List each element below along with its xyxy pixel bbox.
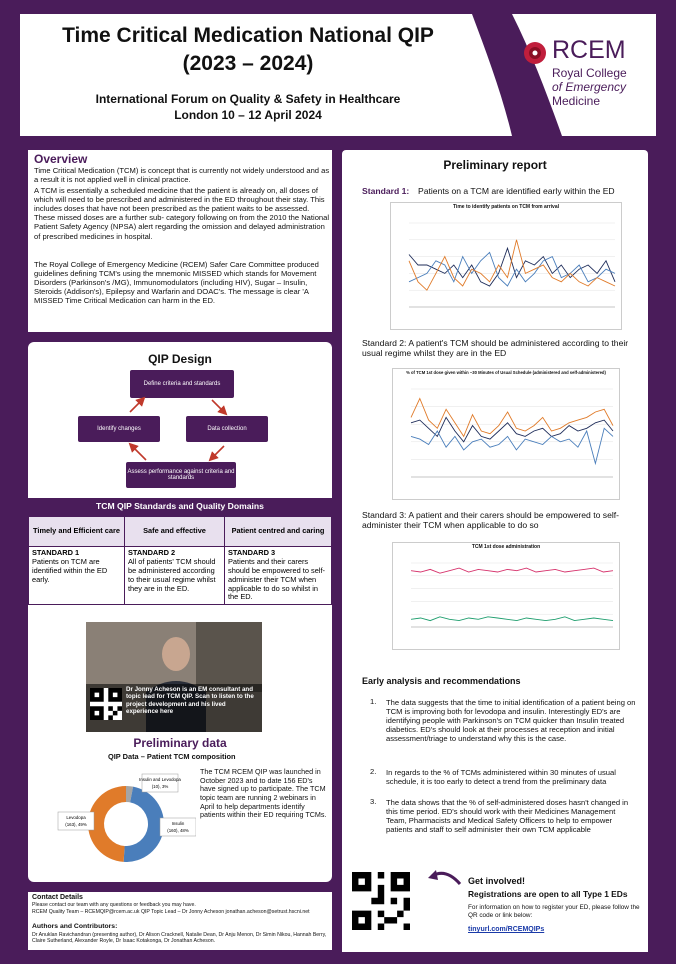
standard-3-label: STANDARD 3: [228, 548, 276, 557]
chart-standard-2: [392, 368, 620, 500]
series-line-0: [409, 248, 615, 286]
prelim-data-heading: Preliminary data: [133, 736, 227, 750]
standard-3-text: Patients and their carers should be empowered to self-administer their TCM when applicable to do so whilst in the ED.: [228, 556, 325, 602]
analysis-num-2: 2.: [370, 767, 377, 776]
prelim-report-heading: Preliminary report: [443, 158, 547, 172]
standard-2-text: All of patients' TCM should be administered according to their usual regime whilst they are in the ED.: [128, 556, 216, 593]
logo-abbr: RCEM: [552, 36, 626, 64]
swoosh-graphic: [472, 14, 562, 136]
subtitle-line1: International Forum on Quality & Safety in Healthcare: [95, 92, 401, 106]
series-line-1: [411, 428, 613, 463]
col-safe: Safe and effective: [125, 517, 225, 547]
logo-line3: Medicine: [552, 94, 601, 108]
video-thumbnail[interactable]: [86, 622, 262, 732]
standard-1-text: Patients on TCM are identified within the ED early.: [32, 556, 108, 584]
analysis-num-3: 3.: [370, 797, 377, 806]
qip-design-heading: QIP Design: [148, 352, 212, 366]
title-line2: (2023 – 2024): [182, 52, 314, 75]
cycle-step-identify: Identify changes: [78, 416, 160, 442]
header-panel: [20, 14, 656, 136]
col-patient: Patient centred and caring: [225, 517, 332, 547]
logo-line2: of Emergency: [552, 80, 627, 94]
cycle-step-data: Data collection: [186, 416, 268, 442]
overview-p3: The Royal College of Emergency Medicine (RCEM) Safer Care Committee produced guidelines defining TCM's using the mnemonic MISSED which stands for Movement Disorders (Parkinson's /MG), Immunomodulators (including HIV), Sugar – Insulin, Steroids (Addison's), Epilepsy and Warfarin and DOAC's. The message is clear 'A MISSED Time Critical Medication can harm in the ED.: [34, 260, 319, 306]
standards-title: TCM QIP Standards and Quality Domains: [96, 501, 264, 511]
pie-label-1: Insulin: [171, 821, 185, 826]
analysis-num-1: 1.: [370, 697, 377, 706]
qip-design-panel: [28, 342, 332, 630]
cta-subheading: Registrations are open to all Type 1 EDs: [468, 889, 628, 899]
pie-label-value-2: (163), 49%: [65, 822, 87, 827]
series-line-0: [411, 568, 613, 573]
cta-text: For information on how to register your ED, please follow the QR code or link below:: [468, 904, 640, 919]
authors-heading: Authors and Contributors:: [32, 923, 118, 930]
contact-line1: Please contact our team with any questions or feedback you may have.: [32, 902, 196, 908]
series-line-2: [411, 399, 613, 437]
contact-line2: RCEM Quality Team – RCEMQIP@rcem.ac.uk QIP Topic Lead – Dr Jonny Acheson jonathan.acheson@setrust.hscni.net: [32, 909, 310, 915]
chart2-plot: [393, 381, 619, 499]
curved-arrow-icon: [426, 866, 462, 886]
title-line1: Time Critical Medication National QIP: [62, 24, 434, 47]
video-qr-code-icon[interactable]: [90, 688, 122, 720]
pie-label-value-1: (160), 48%: [167, 828, 189, 833]
chart3-title: TCM 1st dose administration: [471, 544, 541, 550]
standards-table: [28, 516, 332, 605]
standard-2-label: STANDARD 2: [128, 548, 176, 557]
chart1-title: Time to identify patients on TCM from arrival: [452, 204, 560, 210]
video-caption: Dr Jonny Acheson is an EM consultant and topic lead for TCM QIP. Scan to listen to the project development and his lived experience here: [126, 686, 254, 716]
series-line-1: [411, 617, 613, 621]
prelim-data-panel: [28, 612, 332, 882]
standard-2-cell: [125, 547, 225, 605]
standard-3-cell: [225, 547, 332, 605]
registration-qr-code-icon[interactable]: [352, 872, 410, 930]
series-line-2: [409, 240, 615, 290]
cycle-arrows: [28, 342, 332, 502]
prelim-report-panel: [342, 150, 648, 866]
chart3-plot: [393, 555, 619, 649]
contact-panel: [28, 892, 332, 950]
pie-label-2: Levodopa: [66, 815, 86, 820]
standard-1-label: STANDARD 1: [32, 548, 80, 557]
pie-label-0: Insulin and Levodopa: [139, 777, 181, 782]
prelim-data-subheading: QIP Data – Patient TCM composition: [108, 752, 236, 761]
analysis-item-1: The data suggests that the time to initial identification of a patient being on TCM is improving both for levodopa and insulin. Interestingly ED's are identifying people with Parkinson's on TCM quicker than Insulin treated diabetics. ED's should look at their processes at reception and initial assessment/triage to understand why this is the case.: [386, 698, 636, 744]
overview-panel: [28, 150, 332, 332]
cta-panel: [342, 862, 648, 952]
cycle-step-define: Define criteria and standards: [130, 370, 234, 398]
chart1-plot: [391, 215, 621, 329]
cta-heading: Get involved!: [468, 876, 526, 886]
prelim-data-text: The TCM RCEM QIP was launched in October 2023 and to date 156 ED's have signed up to participate. The TCM topic team are running 2 webinars in April to help departments identify patients within their ED requiring TCMs.: [200, 767, 327, 820]
std1-label: Standard 1:: [362, 186, 410, 196]
rose-logo-icon: [522, 40, 548, 66]
cycle-step-assess: Assess performance against criteria and standards: [126, 462, 236, 488]
analysis-item-2: In regards to the % of TCMs administered within 30 minutes of usual schedule, it is too early to detect a trend from the preliminary data: [386, 768, 616, 787]
pie-label-value-0: (10), 3%: [151, 784, 169, 789]
subtitle-line2: London 10 – 12 April 2024: [174, 108, 322, 122]
cta-link[interactable]: tinyurl.com/RCEMQIPs: [468, 926, 545, 933]
authors-text: Dr Anuklan Ravichandran (presenting author), Dr Alison Cracknell, Natalie Dean, Dr Anju Menon, Dr Simin Nikou, Hannah Berry, Claire Sutherland, Alexander Royle, Dr Isaac Kotakonga, Dr Jonathan Acheson.: [32, 932, 327, 945]
std2-text: Standard 2: A patient's TCM should be administered according to their usual regime whilst they are in the ED: [362, 338, 629, 359]
std3-text: Standard 3: A patient and their carers should be empowered to self-administer their TCM when applicable to do so: [362, 510, 620, 531]
std1-text: Patients on a TCM are identified early within the ED: [418, 186, 615, 196]
standard-1-cell: [29, 547, 125, 605]
logo-line1: Royal College: [552, 66, 627, 80]
analysis-heading: Early analysis and recommendations: [362, 676, 521, 686]
overview-p2: A TCM is essentially a scheduled medicine that the patient is already on, all doses of which will need to be prescribed and administered in the ED throughout their stay. This includes doses that have not been prescribed as the patient waits to be assessed. These missed doses are a further sub- category following on from the 2010 the National Patient Safety Agency (NPSA) alert regarding the omission and delayed administration of prescribed medicines in hospital.: [34, 186, 330, 241]
contact-heading: Contact Details: [32, 894, 83, 901]
overview-p1: Time Critical Medication (TCM) is concept that is currently not widely understood and as a result it is not applied well in clinical practice.: [34, 166, 330, 185]
analysis-item-3: The data shows that the % of self-administered doses hasn't changed in this time period. ED's should work with their Medicines Management Team, Pharmacists and Medical Safety Officers to help to empower patients and staff to self administer their own TCM applicable: [386, 798, 629, 835]
chart-standard-3: [392, 542, 620, 650]
tcm-composition-pie: [56, 766, 196, 872]
chart2-title: % of TCM 1st dose given within ~30 Minutes of Usual Schedule (administered and self-administered): [406, 370, 606, 375]
col-timely: Timely and Efficient care: [29, 517, 125, 547]
overview-heading: Overview: [34, 152, 88, 166]
chart-standard-1: [390, 202, 622, 330]
